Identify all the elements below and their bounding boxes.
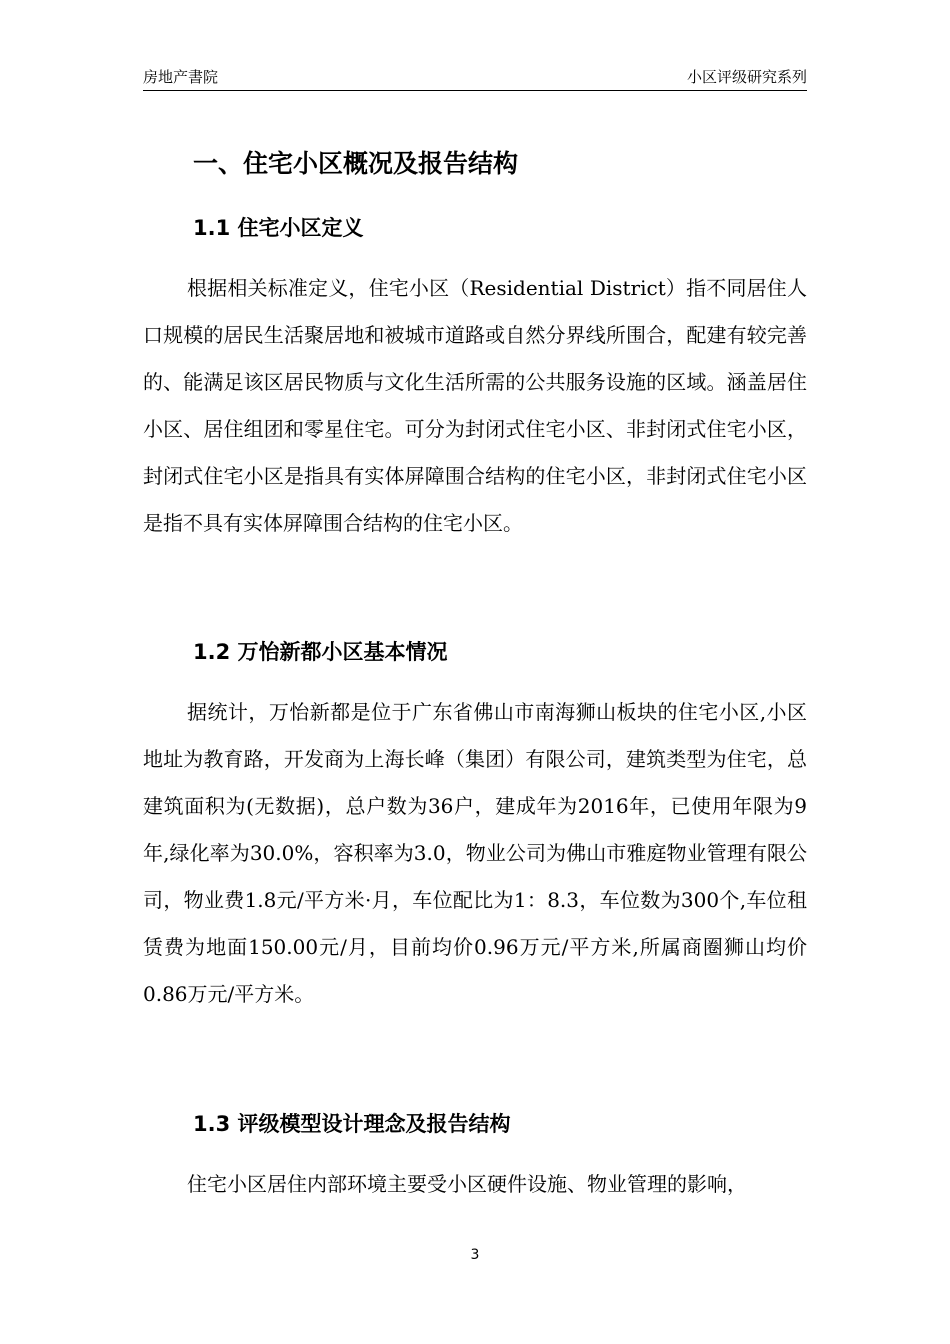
- paragraph-1-1: 根据相关标准定义，住宅小区（Residential District）指不同居住人口规模的居民生活聚居地和被城市道路或自然分界线所围合，配建有较完善的、能满足该区居民物质与文化生活所需的公共服务设施的区域。涵盖居住小区、居住组团和零星住宅。可分为封闭式住宅小区、非封闭式住宅小区，封闭式住宅小区是指具有实体屏障围合结构的住宅小区，非封闭式住宅小区是指不具有实体屏障围合结构的住宅小区。: [143, 276, 807, 535]
- page-number: 3: [470, 1247, 480, 1263]
- page-header: [143, 62, 807, 91]
- header-right-text: 小区评级研究系列: [686, 68, 807, 86]
- paragraph-1-2: 据统计，万怡新都是位于广东省佛山市南海狮山板块的住宅小区,小区地址为教育路，开发商为上海长峰（集团）有限公司，建筑类型为住宅，总建筑面积为(无数据)，总户数为36户，建成年为2016年，已使用年限为9年,绿化率为30.0%，容积率为3.0，物业公司为佛山市雅庭物业管理有限公司，物业费1.8元/平方米·月，车位配比为1：8.3，车位数为300个,车位租赁费为地面150.00元/月，目前均价0.96万元/平方米,所属商圈狮山均价0.86万元/平方米。: [143, 700, 807, 1006]
- section-title: 一、住宅小区概况及报告结构: [193, 149, 519, 178]
- header-left-text: 房地产書院: [143, 68, 219, 86]
- paragraph-1-3: 住宅小区居住内部环境主要受小区硬件设施、物业管理的影响，: [187, 1172, 747, 1196]
- subsection-title-1-1: 1.1 住宅小区定义: [193, 216, 364, 240]
- subsection-title-1-2: 1.2 万怡新都小区基本情况: [193, 640, 448, 664]
- subsection-title-1-3: 1.3 评级模型设计理念及报告结构: [193, 1112, 511, 1136]
